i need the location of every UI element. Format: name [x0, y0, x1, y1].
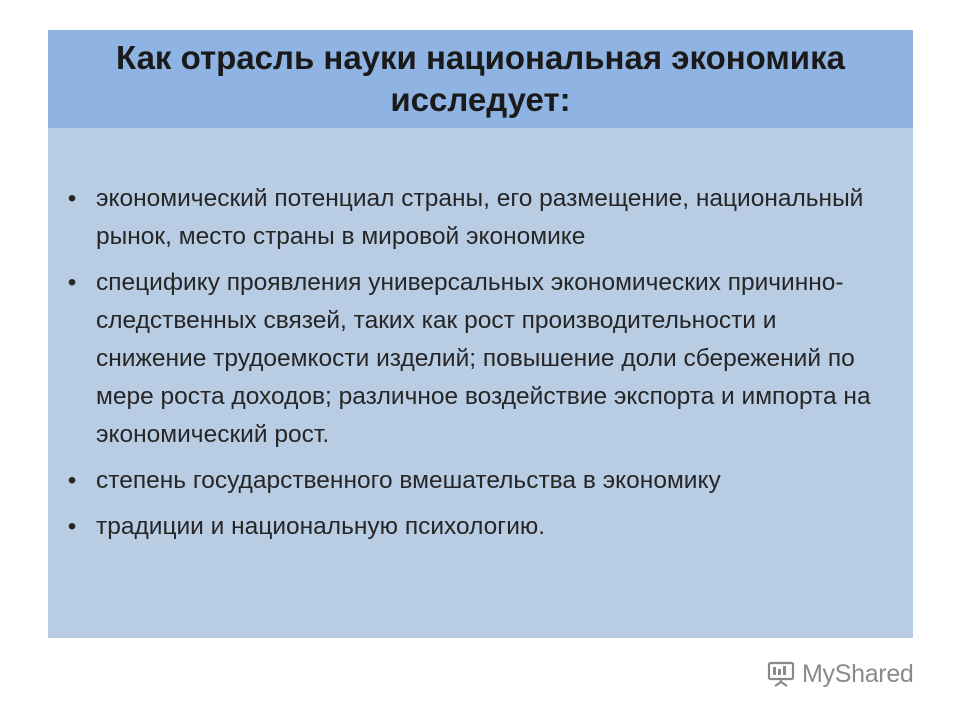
- watermark-text: MyShared: [802, 659, 914, 688]
- presentation-board-icon: [766, 659, 796, 689]
- bullet-item: [62, 508, 892, 546]
- slide-title: Как отрасль науки национальная экономика исследует:: [116, 39, 845, 118]
- bullet-item: [62, 264, 892, 454]
- bullet-dot: •: [67, 185, 77, 212]
- title-box: [48, 30, 913, 129]
- bullet-dot: •: [67, 467, 77, 494]
- bullet-dot: •: [67, 513, 77, 540]
- bullet-text: экономический потенциал страны, его размещение, национальный рынок, место страны в мировой экономике: [96, 185, 864, 250]
- content-box: [48, 128, 913, 638]
- bullet-text: традиции и национальную психологию.: [96, 513, 546, 540]
- bullet-dot: •: [67, 269, 77, 296]
- bullet-item: [62, 180, 892, 256]
- bullet-item: [62, 462, 892, 500]
- bullet-text: степень государственного вмешательства в экономику: [96, 467, 721, 494]
- bullet-list: [62, 180, 892, 554]
- myshared-logo: [766, 656, 914, 692]
- bullet-text: специфику проявления универсальных экономических причинно-следственных связей, таких как рост производительности и снижение трудоемкости изделий; повышение доли сбережений по мере роста доходов; различное воздействие экспорта и импорта на экономический рост.: [96, 269, 871, 448]
